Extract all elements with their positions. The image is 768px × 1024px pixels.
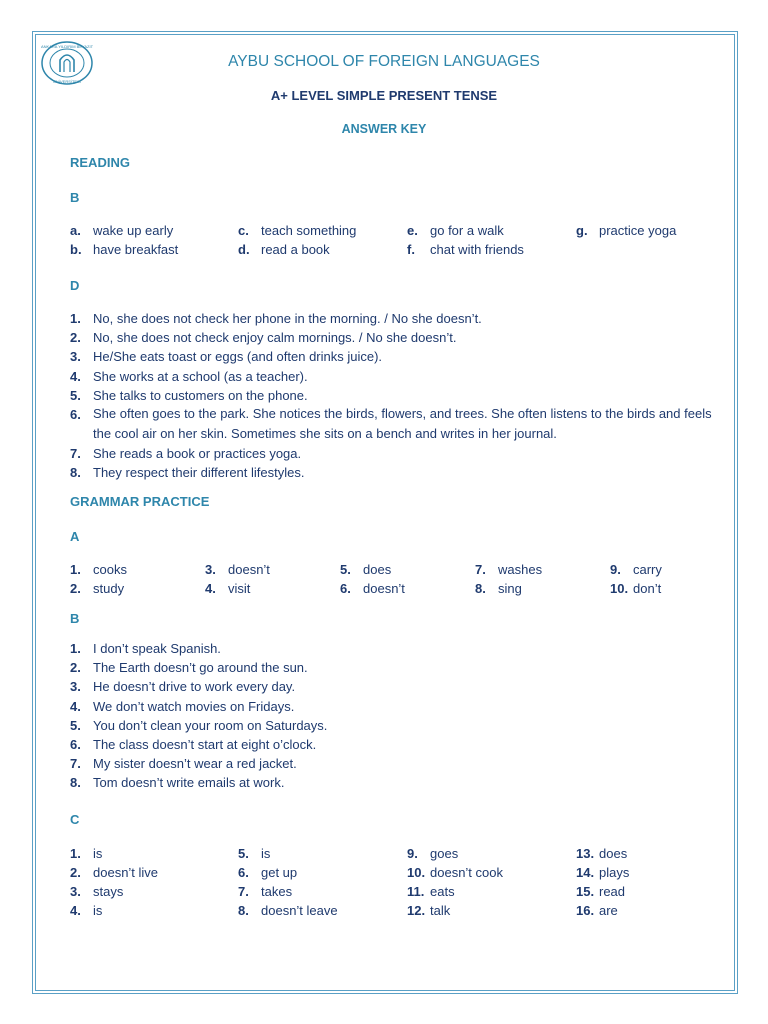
answer-number: 5. bbox=[340, 562, 351, 577]
answer-text: Tom doesn’t write emails at work. bbox=[93, 775, 285, 791]
answer-item bbox=[576, 223, 676, 238]
answer-text: get up bbox=[261, 865, 298, 880]
answer-text: My sister doesn’t wear a red jacket. bbox=[93, 756, 297, 772]
answer-item bbox=[205, 581, 250, 596]
answer-number: 3. bbox=[70, 679, 81, 695]
answer-number: 9. bbox=[610, 562, 621, 577]
reading-b-label: B bbox=[70, 190, 80, 205]
answer-number: 5. bbox=[238, 846, 249, 861]
answer-number: 14. bbox=[576, 865, 595, 880]
answer-item bbox=[576, 846, 627, 861]
grammar-a-label: A bbox=[70, 529, 80, 544]
answer-number: 6. bbox=[70, 407, 81, 422]
answer-text: are bbox=[599, 903, 618, 918]
answer-text: cooks bbox=[93, 562, 127, 577]
reading-d-label: D bbox=[70, 278, 80, 293]
answer-item bbox=[205, 562, 270, 577]
answer-text: does bbox=[363, 562, 392, 577]
answer-item bbox=[70, 242, 178, 257]
answer-item bbox=[610, 562, 662, 577]
answer-text: takes bbox=[261, 884, 293, 899]
reading-heading: READING bbox=[70, 155, 130, 170]
answer-number: 7. bbox=[70, 756, 81, 772]
answer-text: have breakfast bbox=[93, 242, 179, 257]
svg-text:ÜNİVERSİTESİ: ÜNİVERSİTESİ bbox=[53, 79, 81, 84]
answer-number: 4. bbox=[70, 368, 81, 384]
answer-number: 5. bbox=[70, 717, 81, 733]
answer-item bbox=[238, 242, 330, 257]
answer-number: f. bbox=[407, 242, 415, 257]
answer-number: 10. bbox=[610, 581, 629, 596]
answer-number: 8. bbox=[70, 775, 81, 791]
answer-text: No, she does not check her phone in the morning. / No she doesn’t. bbox=[93, 311, 482, 326]
answer-number: 8. bbox=[475, 581, 486, 596]
answer-number: 8. bbox=[238, 903, 249, 918]
answer-text: talk bbox=[430, 903, 451, 918]
answer-item bbox=[70, 581, 124, 596]
answer-item bbox=[407, 223, 504, 238]
answer-text: sing bbox=[498, 581, 522, 596]
answer-number: 1. bbox=[70, 311, 81, 326]
answer-item bbox=[238, 903, 338, 918]
answer-item bbox=[407, 242, 524, 257]
answer-number: 15. bbox=[576, 884, 595, 899]
answer-text: doesn’t bbox=[228, 562, 270, 577]
answer-number: d. bbox=[238, 242, 250, 257]
answer-number: e. bbox=[407, 223, 418, 238]
answer-text: She works at a school (as a teacher). bbox=[93, 368, 308, 384]
answer-text: He doesn’t drive to work every day. bbox=[93, 679, 296, 695]
answer-number: 9. bbox=[407, 846, 418, 861]
answer-text: doesn’t bbox=[363, 581, 405, 596]
answer-text: study bbox=[93, 581, 125, 596]
answer-text: wake up early bbox=[93, 223, 174, 238]
answer-text: No, she does not check enjoy calm mornings. / No she doesn’t. bbox=[93, 330, 457, 346]
answer-number: 2. bbox=[70, 865, 81, 880]
answer-number: 12. bbox=[407, 903, 426, 918]
answer-item bbox=[70, 846, 102, 861]
answer-number: b. bbox=[70, 242, 82, 257]
answer-item bbox=[238, 884, 292, 899]
answer-number: 4. bbox=[205, 581, 216, 596]
answer-item bbox=[407, 846, 458, 861]
answer-text: go for a walk bbox=[430, 223, 504, 238]
answer-number: 1. bbox=[70, 562, 81, 577]
answer-number: 13. bbox=[576, 846, 595, 861]
answer-item bbox=[238, 223, 356, 238]
answer-item bbox=[576, 884, 625, 899]
answer-number: 11. bbox=[407, 884, 425, 899]
svg-text:ANKARA YILDIRIM BEYAZIT: ANKARA YILDIRIM BEYAZIT bbox=[40, 44, 94, 49]
grammar-b-label: B bbox=[70, 611, 80, 626]
school-title: AYBU SCHOOL OF FOREIGN LANGUAGES bbox=[228, 53, 540, 70]
answer-item bbox=[340, 581, 405, 596]
answer-item bbox=[340, 562, 391, 577]
answer-text: read a book bbox=[261, 242, 330, 257]
answer-number: 7. bbox=[238, 884, 249, 899]
answer-number: 1. bbox=[70, 641, 81, 656]
answer-text: plays bbox=[599, 865, 630, 880]
answer-key-heading: ANSWER KEY bbox=[341, 122, 427, 136]
answer-text: The class doesn’t start at eight o’clock. bbox=[93, 737, 317, 752]
answer-number: 3. bbox=[205, 562, 216, 577]
answer-item bbox=[407, 884, 455, 899]
answer-number: 3. bbox=[70, 884, 81, 899]
answer-text: doesn’t leave bbox=[261, 903, 338, 918]
answer-number: 2. bbox=[70, 660, 81, 676]
answer-item bbox=[70, 562, 127, 577]
answer-text: visit bbox=[228, 581, 251, 596]
answer-number: 5. bbox=[70, 387, 81, 403]
answer-text: I don’t speak Spanish. bbox=[93, 641, 221, 656]
grammar-heading: GRAMMAR PRACTICE bbox=[70, 494, 210, 509]
answer-text: is bbox=[93, 846, 103, 861]
answer-text: practice yoga bbox=[599, 223, 677, 238]
answer-item bbox=[407, 865, 503, 880]
answer-item bbox=[70, 223, 173, 238]
answer-text: The Earth doesn’t go around the sun. bbox=[93, 660, 308, 676]
answer-text: They respect their different lifestyles. bbox=[93, 465, 305, 481]
answer-text: chat with friends bbox=[430, 242, 524, 257]
answer-text: doesn’t cook bbox=[430, 865, 503, 880]
answer-number: 6. bbox=[70, 737, 81, 752]
answer-number: 7. bbox=[475, 562, 486, 577]
answer-number: 4. bbox=[70, 903, 81, 918]
document-title: A+ LEVEL SIMPLE PRESENT TENSE bbox=[270, 88, 498, 103]
answer-item bbox=[70, 865, 158, 880]
answer-text: eats bbox=[430, 884, 455, 899]
answer-number: 3. bbox=[70, 349, 81, 365]
answer-item bbox=[475, 581, 522, 596]
answer-number: 4. bbox=[70, 698, 81, 714]
page-border-inner bbox=[35, 34, 735, 991]
answer-item bbox=[238, 846, 270, 861]
answer-number: a. bbox=[70, 223, 81, 238]
answer-number: 1. bbox=[70, 846, 81, 861]
answer-item bbox=[238, 865, 297, 880]
answer-item bbox=[70, 884, 123, 899]
answer-number: g. bbox=[576, 223, 588, 238]
answer-text: You don’t clean your room on Saturdays. bbox=[93, 717, 328, 733]
answer-item bbox=[610, 581, 661, 596]
answer-text: She often goes to the park. She notices the birds, flowers, and trees. She often listens to the birds and feels the cool air on her skin. Sometimes she sits on a bench and writes in her journal. bbox=[93, 406, 712, 441]
answer-text: washes bbox=[498, 562, 543, 577]
answer-number: 2. bbox=[70, 581, 81, 596]
answer-item bbox=[475, 562, 542, 577]
answer-number: 6. bbox=[238, 865, 249, 880]
answer-number: 2. bbox=[70, 330, 81, 346]
answer-text: doesn’t live bbox=[93, 865, 159, 880]
answer-number: 7. bbox=[70, 446, 81, 462]
answer-item bbox=[70, 903, 102, 918]
answer-text: does bbox=[599, 846, 628, 861]
answer-number: 6. bbox=[340, 581, 351, 596]
answer-text: She reads a book or practices yoga. bbox=[93, 446, 302, 462]
answer-text: is bbox=[261, 846, 271, 861]
answer-number: c. bbox=[238, 223, 249, 238]
answer-text: is bbox=[93, 903, 103, 918]
answer-text: She talks to customers on the phone. bbox=[93, 387, 308, 403]
answer-text: We don’t watch movies on Fridays. bbox=[93, 698, 295, 714]
answer-number: 10. bbox=[407, 865, 426, 880]
grammar-c-label: C bbox=[70, 812, 80, 827]
answer-text: He/She eats toast or eggs (and often drinks juice). bbox=[93, 349, 383, 365]
answer-text: read bbox=[599, 884, 626, 899]
answer-item bbox=[407, 903, 450, 918]
answer-number: 16. bbox=[576, 903, 595, 918]
answer-text: don’t bbox=[633, 581, 662, 596]
answer-item bbox=[576, 865, 629, 880]
answer-text: carry bbox=[633, 562, 662, 577]
answer-number: 8. bbox=[70, 465, 81, 481]
answer-text: goes bbox=[430, 846, 459, 861]
answer-text: teach something bbox=[261, 223, 357, 238]
answer-item bbox=[576, 903, 618, 918]
answer-text: stays bbox=[93, 884, 124, 899]
